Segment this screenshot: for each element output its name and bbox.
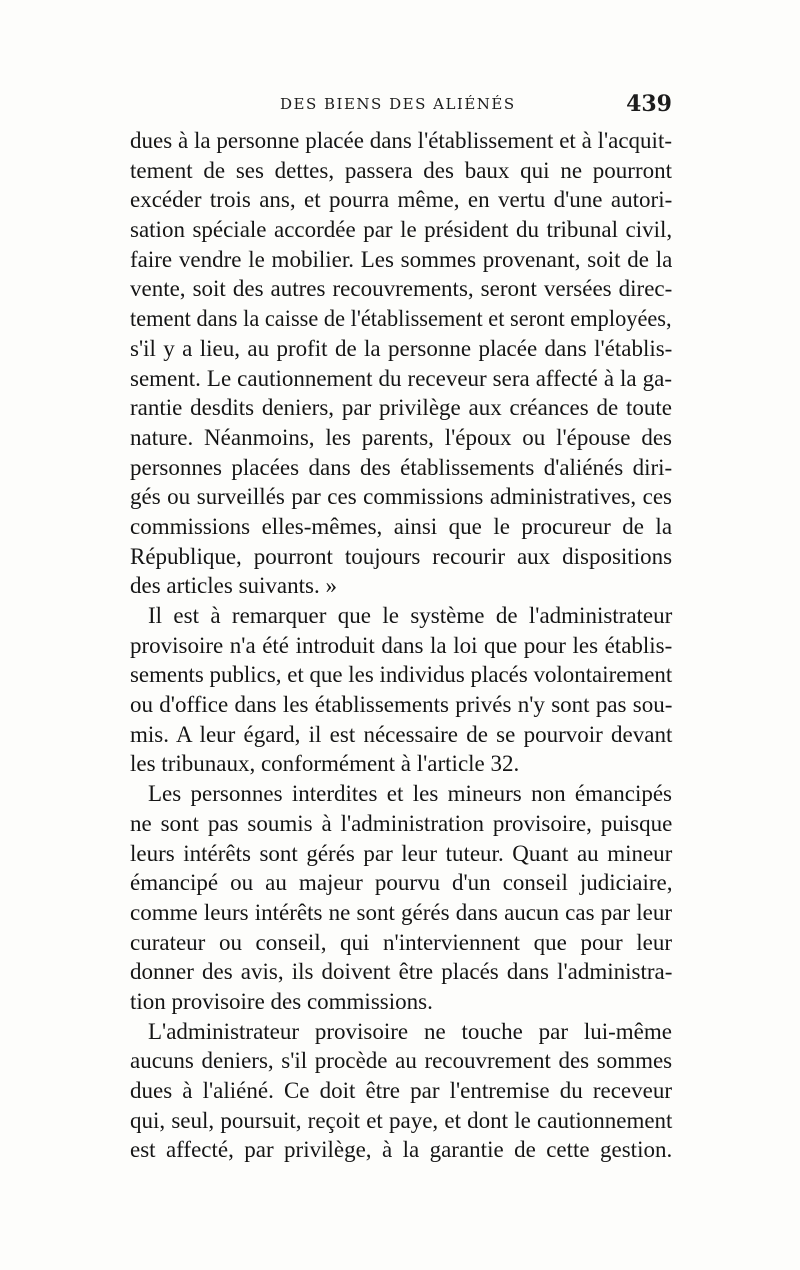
- text-line: faire vendre le mobilier. Les sommes provenant, soit de la: [130, 246, 673, 272]
- text-line: s'il y a lieu, au profit de la personne placée dans l'établis-: [130, 335, 673, 361]
- running-title: DES BIENS DES ALIÉNÉS: [280, 95, 516, 113]
- text-line: ou d'office dans les établissements privés n'y sont pas sou-: [130, 692, 673, 718]
- text-line: qui, seul, poursuit, reçoit et paye, et dont le cautionnement: [130, 1107, 673, 1133]
- text-line: nature. Néanmoins, les parents, l'époux ou l'épouse des: [130, 424, 672, 450]
- text-line: mis. A leur égard, il est nécessaire de se pourvoir devant: [130, 721, 673, 747]
- text-line: tement de ses dettes, passera des baux qui ne pourront: [130, 157, 672, 183]
- text-line: sement. Le cautionnement du receveur sera affecté à la ga-: [130, 365, 672, 391]
- text-line: sements publics, et que les individus placés volontairement: [130, 662, 673, 688]
- text-line: vente, soit des autres recouvrements, seront versées direc-: [130, 276, 673, 302]
- text-line: aucuns deniers, s'il procède au recouvrement des sommes: [130, 1048, 673, 1074]
- text-line: comme leurs intérêts ne sont gérés dans aucun cas par leur: [130, 899, 672, 925]
- text-line: gés ou surveillés par ces commissions administratives, ces: [130, 484, 672, 510]
- text-line: tement dans la caisse de l'établissement et seront employées,: [130, 306, 672, 332]
- text-line: République, pourront toujours recourir aux dispositions: [130, 543, 673, 569]
- text-line: dues à l'aliéné. Ce doit être par l'entremise du receveur: [130, 1078, 672, 1103]
- text-line: dues à la personne placée dans l'établissement et à l'acquit-: [130, 128, 672, 153]
- text-line: ne sont pas soumis à l'administration provisoire, puisque: [130, 810, 673, 836]
- text-line: leurs intérêts sont gérés par leur tuteur. Quant au mineur: [130, 840, 673, 866]
- page-number: 439: [626, 91, 672, 117]
- text-line: commissions elles-mêmes, ainsi que le procureur de la: [130, 513, 673, 539]
- text-line: rantie desdits deniers, par privilège aux créances de toute: [130, 395, 672, 421]
- text-line: curateur ou conseil, qui n'interviennent que pour leur: [130, 929, 672, 955]
- text-line: émancipé ou au majeur pourvu d'un conseil judiciaire,: [130, 870, 673, 896]
- body-text: [130, 126, 672, 1165]
- text-line: donner des avis, ils doivent être placés dans l'administra-: [130, 959, 673, 985]
- running-head: [130, 93, 672, 123]
- text-line: tion provisoire des commissions.: [130, 988, 433, 1014]
- text-line: sation spéciale accordée par le président du tribunal civil,: [130, 217, 673, 243]
- text-line: L'administrateur provisoire ne touche par lui-même: [148, 1018, 672, 1044]
- text-line: personnes placées dans des établissements d'aliénés diri-: [130, 454, 673, 480]
- text-line: les tribunaux, conformément à l'article 32.: [130, 751, 520, 777]
- text-line: est affecté, par privilège, à la garantie de cette gestion.: [130, 1137, 673, 1163]
- text-line: provisoire n'a été introduit dans la loi que pour les établis-: [130, 632, 673, 658]
- text-line: Il est à remarquer que le système de l'administrateur: [148, 603, 673, 628]
- text-line: Les personnes interdites et les mineurs non émancipés: [148, 781, 672, 807]
- text-line: des articles suivants. »: [130, 573, 337, 599]
- text-line: excéder trois ans, et pourra même, en vertu d'une autori-: [130, 187, 673, 213]
